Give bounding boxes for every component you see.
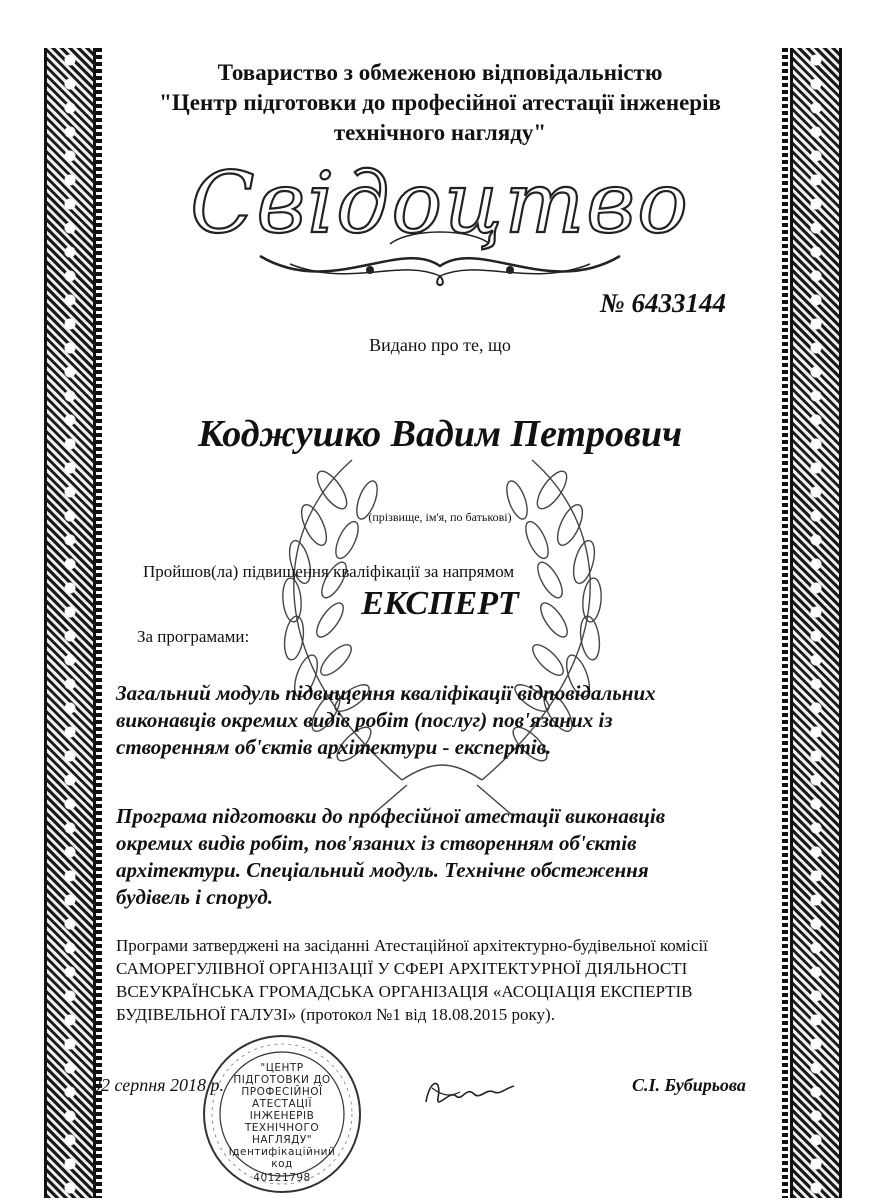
stamp-line-1: "ЦЕНТР [260, 1062, 304, 1074]
document-title-block [140, 148, 740, 298]
stamp-code: 40121798 [253, 1172, 311, 1184]
programs-label: За програмами: [137, 627, 250, 646]
issued-to-label: Видано про те, що [369, 335, 511, 355]
border-inner-line-left [96, 48, 102, 1198]
certificate-number: № 6433144 [600, 288, 726, 318]
stamp-line-6: Ідентифікаційний [228, 1146, 336, 1158]
program-2-line-1: Програма підготовки до професійної атестації виконавців [116, 804, 666, 828]
stamp-line-4: ІНЖЕНЕРІВ [249, 1110, 315, 1122]
approval-line-3: ВСЕУКРАЇНСЬКА ГРОМАДСЬКА ОРГАНІЗАЦІЯ «АСОЦІАЦІЯ ЕКСПЕРТІВ [116, 982, 693, 1001]
approval-line-4: БУДІВЕЛЬНОЇ ГАЛУЗІ» (протокол №1 від 18.08.2015 року). [116, 1005, 555, 1024]
program-2 [116, 803, 756, 911]
qualification-label: Пройшов(ла) підвищення кваліфікації за напрямом [143, 562, 515, 581]
approval-note [116, 934, 756, 1026]
org-line-3: технічного нагляду" [333, 120, 547, 145]
org-line-2: "Центр підготовки до професійної атестації інженерів [159, 90, 721, 115]
organization-header [100, 58, 780, 148]
ornamental-border-right [790, 48, 842, 1198]
program-2-line-2: окремих видів робіт, пов'язаних із створенням об'єктів [116, 831, 637, 855]
border-inner-line-right [782, 48, 788, 1198]
stamp-line-5: ТЕХНІЧНОГО НАГЛЯДУ" [244, 1122, 320, 1146]
stamp-text [200, 1032, 364, 1196]
program-1-line-1: Загальний модуль підвищення кваліфікації відповідальних [116, 681, 656, 705]
document-title: Свідоцтво [190, 154, 690, 252]
program-2-line-3: архітектури. Спеціальний модуль. Технічне обстеження [116, 858, 649, 882]
stamp-line-2: ПІДГОТОВКИ ДО [233, 1074, 331, 1086]
holder-name-caption: (прізвище, ім'я, по батькові) [368, 510, 512, 524]
qualification-direction: ЕКСПЕРТ [361, 585, 519, 622]
laurel-wreath-icon [232, 440, 652, 820]
stamp-line-3: ПРОФЕСІЙНОЇ АТЕСТАЦІЇ [241, 1086, 323, 1110]
program-1-line-2: виконавців окремих видів робіт (послуг) пов'язаних із [116, 708, 613, 732]
issue-date: 02 серпня 2018 р. [92, 1075, 225, 1095]
approval-line-1: Програми затверджені на засіданні Атестаційної архітектурно-будівельної комісії [116, 936, 708, 955]
program-1-line-3: створенням об'єктів архітектури - експертів. [116, 735, 552, 759]
program-2-line-4: будівель і споруд. [116, 885, 273, 909]
approval-line-2: САМОРЕГУЛІВНОЇ ОРГАНІЗАЦІЇ У СФЕРІ АРХІТЕКТУРНОЇ ДІЯЛЬНОСТІ [116, 959, 688, 978]
ornamental-border-left [44, 48, 96, 1198]
stamp-line-7: код [271, 1158, 293, 1170]
program-1 [116, 680, 756, 761]
org-line-1: Товариство з обмеженою відповідальністю [217, 60, 663, 85]
signer-name: С.І. Бубирьова [632, 1075, 746, 1095]
signature-icon [420, 1068, 520, 1118]
holder-name: Коджушко Вадим Петрович [197, 413, 683, 455]
